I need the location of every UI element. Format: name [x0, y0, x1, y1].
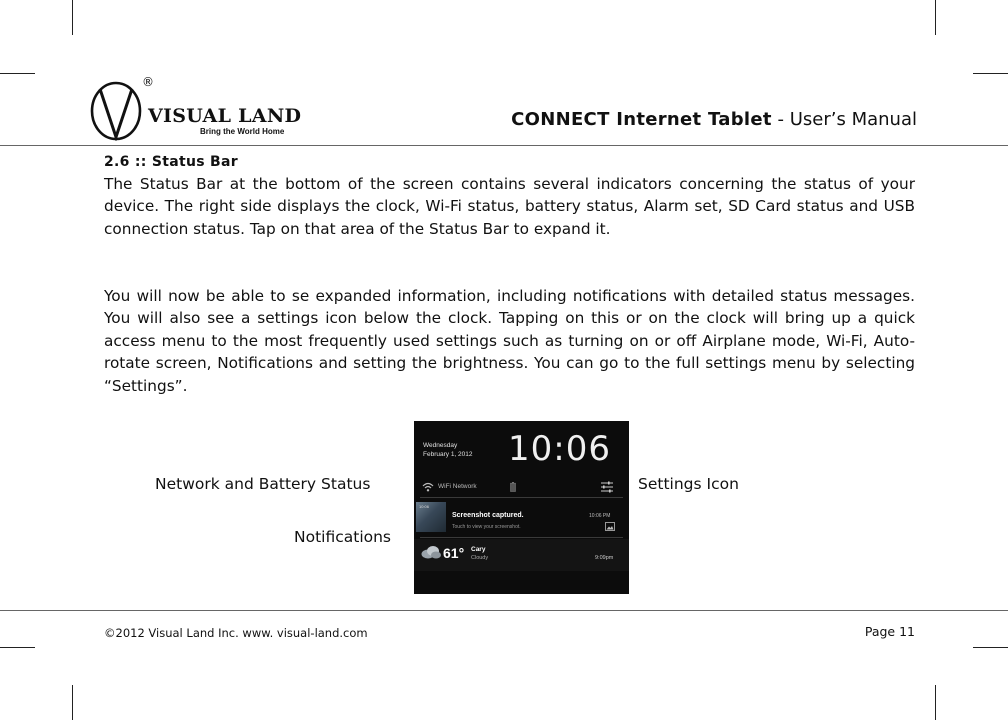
screenshot-thumbnail [416, 502, 446, 532]
brand-name: VISUAL LAND [148, 105, 302, 127]
footer-copyright: ©2012 Visual Land Inc. www. visual-land.com [104, 626, 368, 640]
quick-settings-icon[interactable] [600, 481, 614, 493]
battery-icon [510, 482, 516, 492]
thumbnail-time: 10:06 [419, 504, 430, 509]
weather-city: Cary [471, 546, 486, 553]
cloud-icon [420, 545, 442, 559]
crop-mark [72, 685, 73, 720]
weekday: Wednesday [423, 442, 458, 449]
crop-mark [935, 0, 936, 35]
status-bar-screenshot [414, 421, 629, 594]
crop-mark [0, 73, 35, 74]
product-name: CONNECT Internet Tablet [511, 109, 772, 130]
header-rule [0, 145, 1008, 146]
crop-mark [0, 647, 35, 648]
crop-mark [973, 73, 1008, 74]
section-heading: 2.6 :: Status Bar [104, 154, 238, 170]
page-number: Page 11 [864, 624, 915, 639]
crop-mark [935, 685, 936, 720]
callout-network-battery: Network and Battery Status [155, 475, 371, 493]
weather-condition: Cloudy [471, 555, 489, 561]
wifi-icon [422, 482, 434, 492]
crop-mark [973, 647, 1008, 648]
callout-notifications: Notifications [294, 528, 392, 546]
visual-land-logo-icon [89, 77, 149, 141]
date: February 1, 2012 [423, 451, 473, 458]
gallery-icon [605, 522, 615, 531]
registered-mark: ® [142, 75, 154, 89]
network-battery-row [414, 477, 629, 497]
manual-suffix: - User’s Manual [771, 109, 917, 130]
notification-subtitle: Touch to view your screenshot. [452, 524, 521, 530]
brand-logo [89, 75, 302, 141]
manual-title [511, 109, 917, 130]
crop-mark [72, 0, 73, 35]
weather-time: 9:09pm [595, 555, 614, 561]
divider [420, 497, 623, 498]
body-paragraph: You will now be able to se expanded information, including notifications with detailed status messages. You will also see a settings icon below the clock. Tapping on this or on the clock will bring up a quick access menu to the most frequently used settings such as turning on or off Airplane mode, Wi-Fi, Auto-rotate screen, Notifications and setting the brightness. You can go to the full settings menu by selecting “Settings”. [104, 287, 915, 395]
brand-tagline: Bring the World Home [200, 127, 285, 136]
weather-temperature: 61° [443, 545, 465, 561]
notification-time: 10:06 PM [589, 513, 611, 519]
network-name: WiFi Network [438, 483, 477, 490]
divider [420, 537, 623, 538]
date-block [423, 441, 473, 459]
clock: 10:06 [508, 429, 611, 469]
body-paragraph: The Status Bar at the bottom of the screen contains several indicators concerning the status of your device. The right side displays the clock, Wi-Fi status, battery status, Alarm set, SD Card status and USB connection status. Tap on that area of the Status Bar to expand it. [104, 175, 915, 238]
notification-title[interactable]: Screenshot captured. [452, 512, 524, 519]
callout-settings-icon: Settings Icon [638, 475, 739, 493]
footer-rule [0, 610, 1008, 611]
